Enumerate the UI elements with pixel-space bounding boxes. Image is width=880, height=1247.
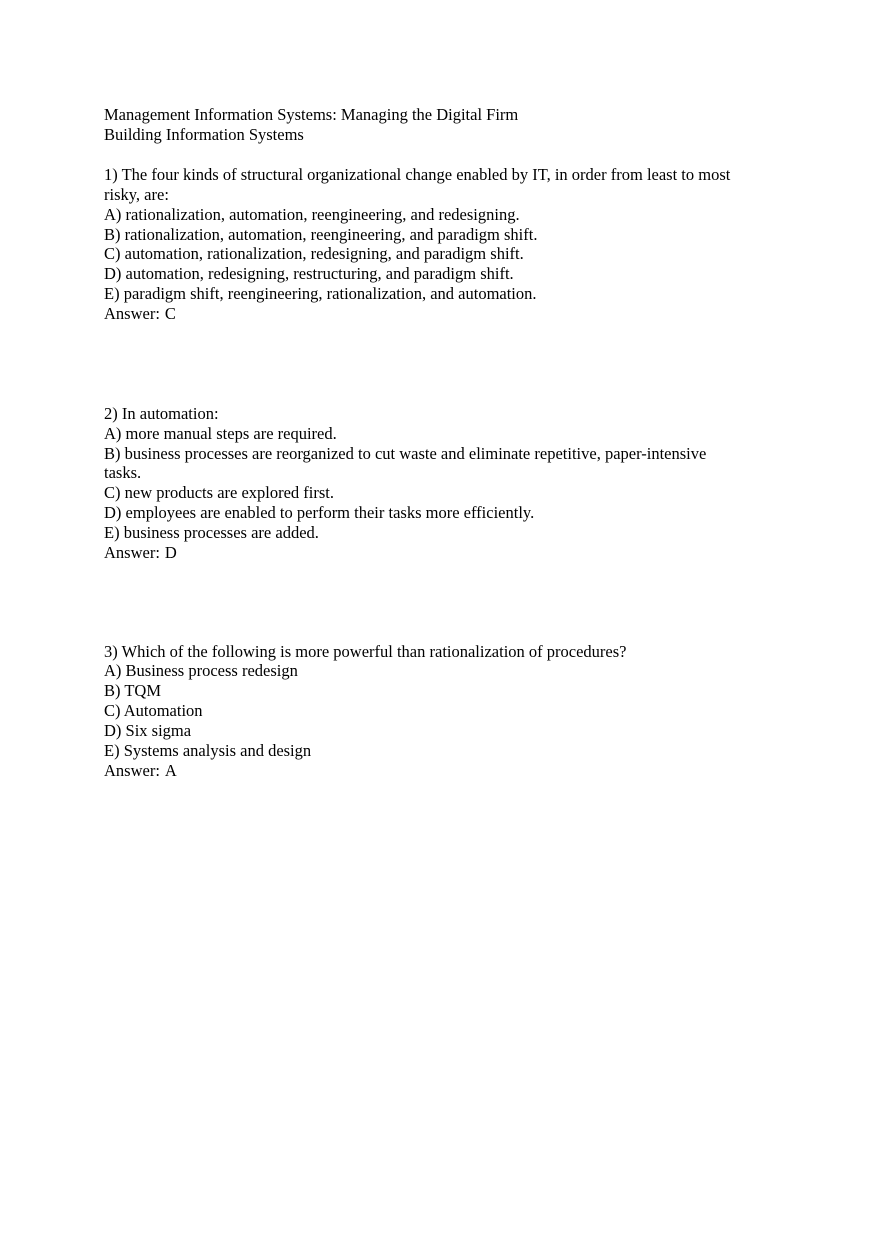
option-d: D) automation, redesigning, restructuring, and paradigm shift. bbox=[104, 264, 514, 283]
question-stem: 1) The four kinds of structural organizational change enabled by IT, in order from least to most bbox=[104, 165, 731, 184]
option-c: C) automation, rationalization, redesigning, and paradigm shift. bbox=[104, 244, 524, 263]
option-a: A) rationalization, automation, reengineering, and redesigning. bbox=[104, 205, 520, 224]
answer-value: A bbox=[164, 761, 177, 780]
option-e: E) business processes are added. bbox=[104, 523, 319, 542]
answer-line bbox=[104, 304, 176, 324]
option-b: B) rationalization, automation, reengineering, and paradigm shift. bbox=[104, 225, 538, 244]
question-stem-continued: risky, are: bbox=[104, 185, 169, 204]
option-b-continued: tasks. bbox=[104, 463, 142, 482]
option-b: B) business processes are reorganized to cut waste and eliminate repetitive, paper-intensive bbox=[104, 444, 707, 463]
option-c: C) new products are explored first. bbox=[104, 483, 335, 502]
option-a: A) more manual steps are required. bbox=[104, 424, 337, 443]
answer-label: Answer: bbox=[104, 761, 160, 780]
answer-line bbox=[104, 761, 177, 781]
answer-value: D bbox=[164, 543, 177, 562]
option-d: D) employees are enabled to perform their tasks more efficiently. bbox=[104, 503, 535, 522]
option-c: C) Automation bbox=[104, 701, 203, 720]
option-d: D) Six sigma bbox=[104, 721, 192, 740]
answer-value: C bbox=[164, 304, 176, 323]
question-stem: 3) Which of the following is more powerful than rationalization of procedures? bbox=[104, 642, 627, 661]
option-a: A) Business process redesign bbox=[104, 661, 298, 680]
option-e: E) paradigm shift, reengineering, rationalization, and automation. bbox=[104, 284, 537, 303]
option-b: B) TQM bbox=[104, 681, 161, 700]
answer-label: Answer: bbox=[104, 543, 160, 562]
option-e: E) Systems analysis and design bbox=[104, 741, 312, 760]
answer-line bbox=[104, 543, 177, 563]
question-stem: 2) In automation: bbox=[104, 404, 219, 423]
chapter-title: Building Information Systems bbox=[104, 125, 304, 144]
document-title: Management Information Systems: Managing the Digital Firm bbox=[104, 105, 519, 124]
answer-label: Answer: bbox=[104, 304, 160, 323]
